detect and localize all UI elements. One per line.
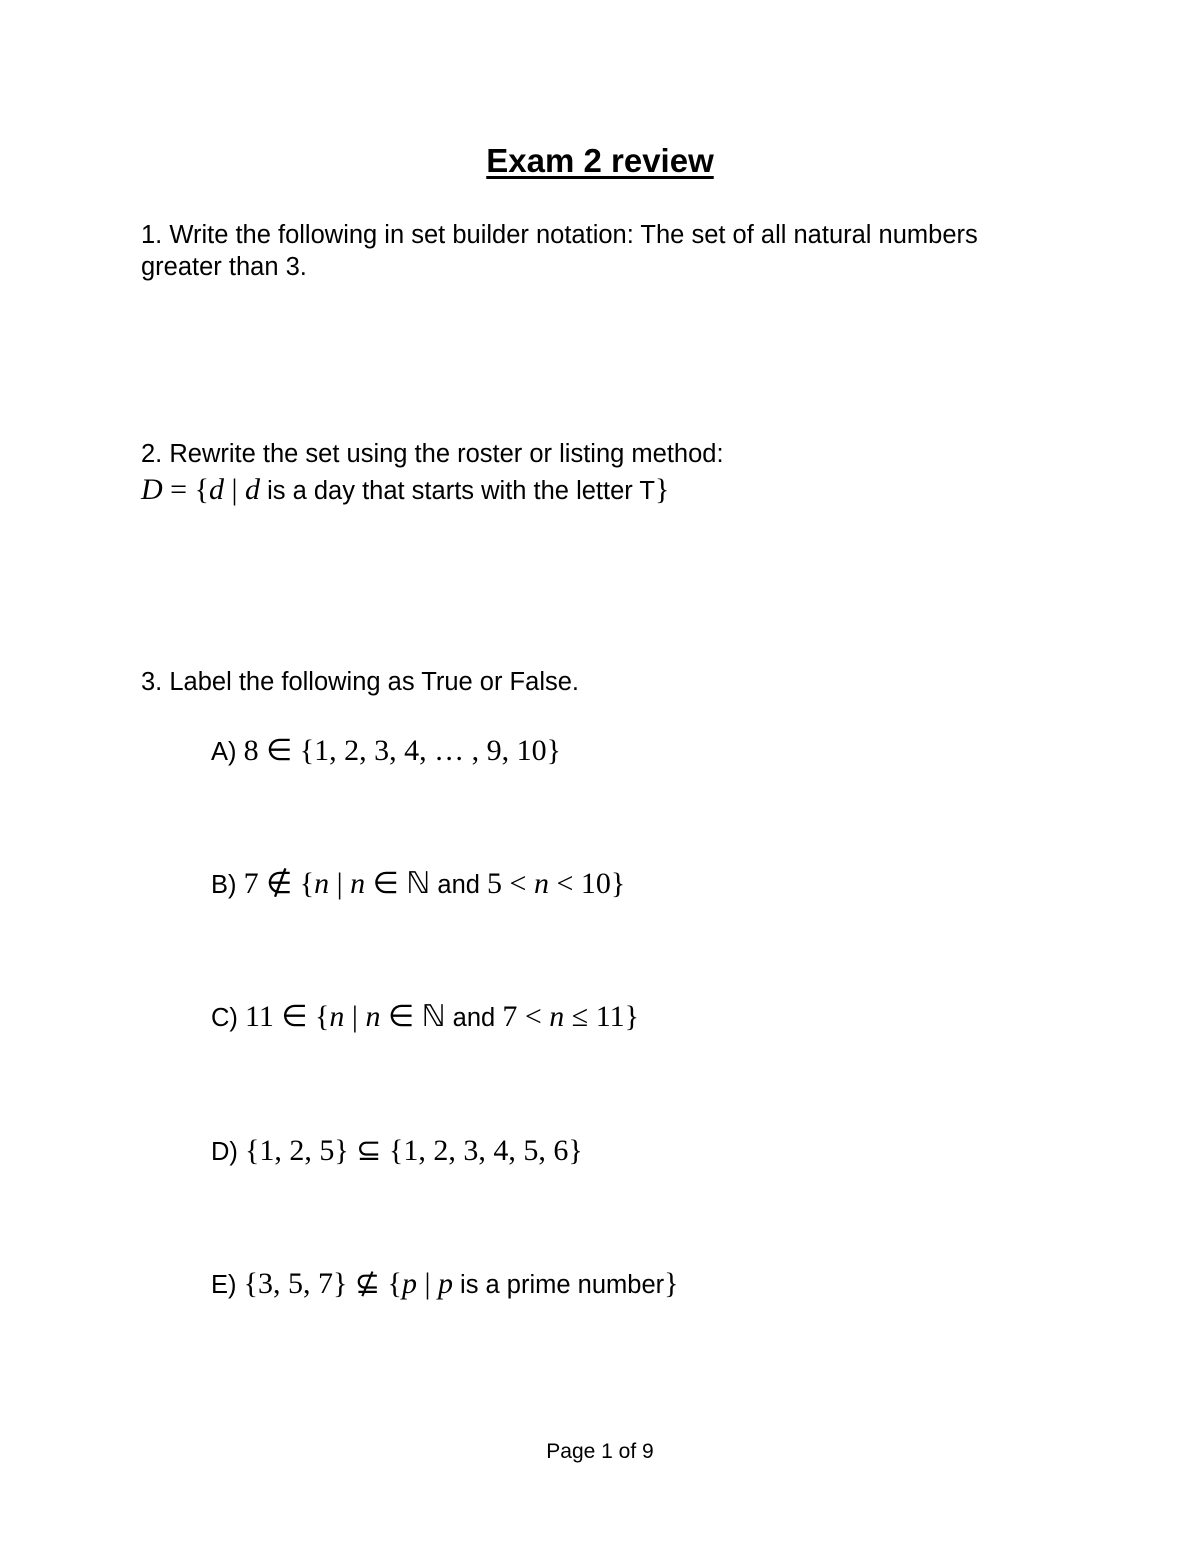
item-label: D) — [211, 1138, 245, 1166]
variable: n — [350, 867, 366, 900]
variable: n — [533, 867, 549, 900]
item-label: B) — [211, 871, 244, 899]
variable: p — [437, 1267, 453, 1300]
page-title: Exam 2 review — [486, 142, 714, 179]
question-2-text: 2. Rewrite the set using the roster or listing method: — [141, 440, 724, 468]
close-brace: } — [664, 1267, 679, 1300]
item-expression: {1, 2, 5} ⊆ {1, 2, 3, 4, 5, 6} — [245, 1134, 583, 1167]
question-2-formula — [141, 474, 669, 507]
conjunction: and — [430, 871, 488, 899]
conjunction: and — [445, 1004, 503, 1032]
item-b — [211, 866, 625, 901]
item-label: A) — [211, 738, 244, 766]
condition-text: is a day that starts with the letter T — [260, 477, 655, 505]
expr-part: < 10} — [548, 867, 626, 900]
item-label: C) — [211, 1004, 245, 1032]
variable: n — [329, 1000, 345, 1033]
expr-part: 5 < — [487, 867, 534, 900]
condition-text: is a prime number — [452, 1271, 665, 1299]
expr-part: 7 ∉ { — [243, 867, 315, 900]
variable: d — [209, 473, 224, 506]
variable: d — [245, 473, 261, 506]
item-a — [211, 733, 561, 768]
close-brace: } — [654, 473, 670, 506]
expr-part: ∈ ℕ — [365, 867, 431, 900]
bar: | — [224, 473, 246, 506]
expr-part: 11 ∈ { — [245, 1000, 330, 1033]
question-1-line-1: 1. Write the following in set builder notation: The set of all natural numbers — [141, 221, 978, 249]
expr-part: 7 < — [502, 1000, 550, 1033]
equals-brace: = { — [162, 473, 209, 506]
variable: n — [314, 867, 330, 900]
expr-part: ∈ ℕ — [380, 1000, 446, 1033]
bar: | — [416, 1267, 438, 1300]
item-c — [211, 999, 639, 1034]
item-d — [211, 1133, 583, 1168]
set-name: D — [141, 473, 163, 506]
expr-part: {3, 5, 7} ⊈ { — [243, 1267, 402, 1300]
question-1-line-2: greater than 3. — [141, 253, 307, 281]
item-label: E) — [211, 1271, 244, 1299]
question-3-text: 3. Label the following as True or False. — [141, 668, 579, 696]
item-e — [211, 1266, 679, 1301]
variable: p — [401, 1267, 417, 1300]
variable: n — [365, 1000, 381, 1033]
item-expression: 8 ∈ {1, 2, 3, 4, … , 9, 10} — [243, 734, 562, 767]
expr-part: ≤ 11} — [564, 1000, 639, 1033]
bar: | — [344, 1000, 366, 1033]
variable: n — [549, 1000, 565, 1033]
bar: | — [329, 867, 351, 900]
page-number: Page 1 of 9 — [546, 1440, 654, 1463]
